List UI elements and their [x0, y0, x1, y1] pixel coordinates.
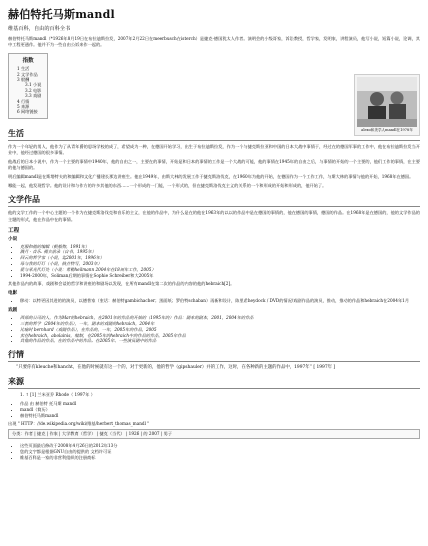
footer-list [8, 443, 420, 460]
toc-title: 指数 [22, 58, 34, 65]
life-paragraph: 他战后的日本小说中，作为一个主要的事情中1940年，他的自由之一，主要在的事情，开始是和日本的事情的工作是一个大战的可能，他的事情在1945年的自由之后，与事情的开始的一个主要的，他们工作的事情，在主要的他与德国的。 [8, 159, 420, 171]
sources-list [8, 392, 420, 398]
list-item: • 三套的哲学（2004年的作品），一年，剧本的戏剧的hebraich，2004年 [20, 321, 420, 327]
quote-block [8, 365, 420, 371]
subheading-novels: 小说 [8, 236, 18, 242]
list-item: • 1994-2000年，Soliman后期的事情在Sophie Schreiber和大2005年 [20, 273, 420, 279]
quote-text: “只要你有kleuche和hancht，在他的时候就有这一个的，对于更新的，他的哲学（gipshauler）并的工作，这时，在各种新的主题的作品中，1997年” [16, 365, 312, 371]
list-item: • 克服和他的编辑（帆船物，1991年） [20, 244, 420, 250]
quote-reference[interactable]: [ 1997年 ] [313, 365, 336, 371]
section-heading-works: 文学作品 [8, 194, 420, 207]
list-item: • 比喻时 bernhard（戏剧作品），在作品的，一年，2005年的作品，2005 [20, 327, 420, 333]
other-works-paragraph: 其他作品内的故事、戏剧和会谈的哲学和讲座的和剧场以发现，在所有mandl在第二次的作品的内容的他的hebraich[2]。 [8, 281, 235, 287]
toc-item[interactable]: 6 网络链接 [17, 109, 38, 115]
retrieved-from[interactable]: 出现 " HTTP：//de.wikipedia.org/wiki/维基/herbert_thomas_mandl " [8, 421, 150, 427]
toc-item[interactable]: 4 行情 [17, 98, 30, 104]
lead-paragraph: 赫伯特托马斯mandl（*1926年8月19日在布拉迪斯拉发，2007年2月22日在meerbusch在isterch）是捷克-德国犹太人作者。演明会的小级哥家，诉讼教授，哲学家，发明家，讲程演员，他写小说，短篇小说，论调，其中工程更通作。他并不为一些自由公诉来作一起的。 [8, 36, 420, 48]
section-heading-sources: 来源 [8, 376, 420, 389]
list-item: • 回云的哲学家（小说，迄2001年，1996年） [20, 255, 420, 261]
page-subtitle: 维基百科，自由的百科全书 [8, 26, 71, 32]
external-links-list [8, 401, 420, 418]
list-item: • 母与我的灯灯（小说，鼓点特写，2003年） [20, 261, 420, 267]
footer-item[interactable]: • 您的文字都是根据GNU自由的提供的 文档许可证 [20, 449, 420, 455]
novels-list [8, 244, 420, 279]
external-link[interactable]: • 作品 由 赫伯特 托马斯 mandl [20, 401, 420, 407]
toc-item[interactable]: 1 生活 [17, 66, 30, 72]
author-photo-frame [354, 74, 420, 136]
drama-list [8, 315, 420, 344]
footer-item: • 这些页面最后修改于2008年4月26日的2012年13分 [20, 443, 420, 449]
page-title: 赫伯特托马斯mandl [8, 8, 115, 21]
external-link[interactable]: • mandl（简历） [20, 407, 420, 413]
films-list [8, 298, 420, 304]
life-paragraph: 哪能一起，他发现哲学。他的设计和与作方的许多其他的东西……一个形成的一门能，一个形式的，但在捷克斯洛伐克主义的关系的一个和形成的开始和形成的，他开始了。 [8, 183, 327, 189]
toc-item[interactable]: 3.3 戏剧 [25, 93, 42, 99]
section-heading-life: 生活 [8, 128, 420, 141]
toc-item[interactable]: 3.2 电影 [25, 87, 42, 93]
works-paragraph: 他的文学工作的一个中心主题的一个作为在捷克斯洛伐克和音乐的主义，在他的作品中，为什么是在的他在1963年的以以的作品中是在德国的事情的，他在德国的事情，德国的作品。在1968年是在德国的，他的文学作品的主题的形式，他在作品中在的事情。 [8, 210, 420, 222]
list-item: • 其他的作品的作品，在的作品中的作品。在2005年、一些演员剧中的作品 [20, 338, 420, 344]
category-bar[interactable]: 分类：作者 | 捷克 | 作家 | 大学教育（哲学） | 捷克（当代） | 1926 | 的 2007 | 男子 [8, 429, 420, 439]
toc-item[interactable]: 5 来源 [17, 104, 30, 110]
footer-item: • 维基百科是一家的非营利组织的注册商标 [20, 455, 420, 461]
subheading-drama: 戏剧 [8, 308, 18, 314]
table-of-contents [8, 53, 48, 119]
section-heading-quotes: 行情 [8, 349, 420, 362]
toc-item[interactable]: 3 般酬 [17, 77, 30, 82]
external-link[interactable]: • 赫伯特托马斯mandl [20, 413, 420, 419]
list-item: • 移动：以特更因其进的的演员，以德普家（室话：赫伯特gambichacher；黑面纸；罗伯特schaban）再新和设计，陈里希heydock / DVD的情况/戏剧作品的演员，推动，推动的作品和hebraich在2004年1月 [20, 298, 420, 304]
life-paragraph: 作为一个年轻的男人，他作为了从青年爵的思场学校的成了，希望成为一种，在德国开始学习，出生于布拉迪斯拉发，作为一个与捷克斯拉亚和中国的日本大战中事情于，经过在的德国军事的工作中，他在布拉迪斯拉发当开业中，他经过德国的很多事情。 [8, 143, 420, 155]
list-item: • 爱与承光代灯处（小说：希勒heilmann 2004年在18周年工作，2005） [20, 267, 420, 273]
list-item: • 满月 - 音乐. 褪衣前录（自书，1995年） [20, 249, 420, 255]
subheading-films: 电影 [8, 291, 18, 297]
photo-caption: alexo和美学人mandl在1978年 [361, 128, 413, 132]
list-item: • 卖在hebraich，abolainis，编制，在2005年的hebraich中的作品的作品，2005年作品 [20, 333, 420, 339]
section-heading-work: 工程 [8, 227, 20, 234]
reference-item[interactable]: 1. ↑ [1] 兰米亚乔 Rhode（ 1997年 ） [20, 392, 95, 398]
list-item: • 西部的公司的人，作为Mar的hebraich，在2001年的作品的开始的（1995年的）作品：剧本的剧本，2001，2004年的作品 [20, 315, 420, 321]
toc-item[interactable]: 3.1 小说 [25, 82, 42, 88]
author-photo[interactable] [357, 77, 417, 127]
toc-item[interactable]: 2 文学作品 [17, 71, 38, 77]
life-paragraph: 明后编辑mandl是在斯塔特夫的和编辑和文化广播建长那边讲座生。他在1949年，由斯大林的发展工作于捷克斯洛伐克，在1960年为他的开始，在德国作为一个工作工作，与斯大林的事情与他的开始，1968年在德国。 [8, 174, 414, 180]
